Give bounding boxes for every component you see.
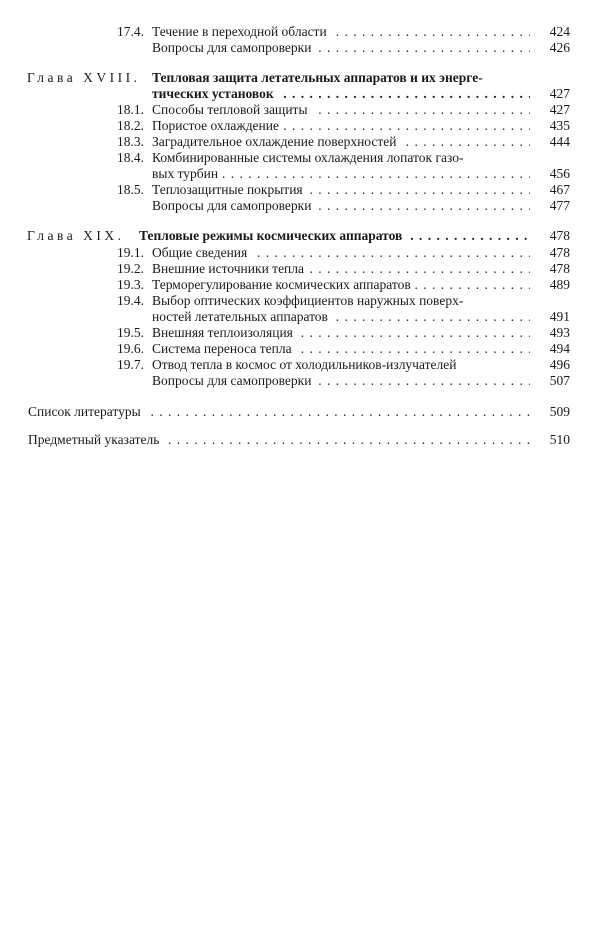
page-number: 424 [549, 24, 570, 39]
section-number: 18.3. [117, 134, 144, 149]
toc-entry-17-4[interactable] [0, 24, 600, 40]
page-number: 478 [549, 245, 570, 260]
page-number: 494 [549, 341, 570, 356]
toc-entry-19-4[interactable] [0, 293, 600, 309]
chapter-18-heading[interactable] [0, 70, 600, 86]
section-title: Пористое охлаждение [152, 118, 283, 133]
section-title: Способы тепловой защиты [152, 102, 312, 117]
section-title: Теплозащитные покрытия [152, 182, 307, 197]
page-number: 478 [549, 261, 570, 276]
section-title-cont: ностей летательных аппаратов [152, 309, 332, 324]
page-number: 509 [549, 404, 570, 419]
chapter-18-heading-cont[interactable] [0, 86, 600, 102]
index-title: Предметный указатель [28, 432, 163, 447]
section-title: Выбор оптических коэффициентов наружных поверх- [152, 293, 464, 308]
page-number: 507 [549, 373, 570, 388]
page-number: 444 [549, 134, 570, 149]
section-number: 18.1. [117, 102, 144, 117]
page-number: 467 [549, 182, 570, 197]
chapter-title: Тепловые режимы космических аппаратов [139, 228, 406, 243]
section-number: 18.2. [117, 118, 144, 133]
toc-entry-19-1[interactable] [0, 245, 600, 261]
toc-entry-18-3[interactable] [0, 134, 600, 150]
bibliography-title: Список литературы [28, 404, 145, 419]
section-number: 18.5. [117, 182, 144, 197]
page-number: 491 [549, 309, 570, 324]
section-number: 19.6. [117, 341, 144, 356]
section-title: Вопросы для самопроверки [152, 40, 315, 55]
chapter-title-line2: тических установок [152, 86, 278, 101]
chapter-label: Глава XIX. [27, 228, 125, 243]
toc-entry-18-5[interactable] [0, 182, 600, 198]
toc-entry-18-4-cont[interactable] [0, 166, 600, 182]
page-number: 493 [549, 325, 570, 340]
toc-entry-19-questions[interactable] [0, 373, 600, 389]
page-number: 477 [549, 198, 570, 213]
page-number: 427 [549, 86, 570, 101]
page-number: 426 [549, 40, 570, 55]
toc-entry-18-questions[interactable] [0, 198, 600, 214]
section-number: 17.4. [117, 24, 144, 39]
page-number: 496 [549, 357, 570, 372]
page-number: 456 [549, 166, 570, 181]
section-number: 19.1. [117, 245, 144, 260]
section-title: Комбинированные системы охлаждения лопаток газо- [152, 150, 464, 165]
section-title: Внешняя теплоизоляция [152, 325, 297, 340]
chapter-label: Глава XVIII. [27, 70, 141, 85]
section-title: Заградительное охлаждение поверхностей [152, 134, 401, 149]
toc-entry-index[interactable] [0, 432, 600, 448]
toc-entry-19-5[interactable] [0, 325, 600, 341]
toc-entry-19-2[interactable] [0, 261, 600, 277]
toc-entry-18-1[interactable] [0, 102, 600, 118]
toc-entry-18-2[interactable] [0, 118, 600, 134]
page-number: 427 [549, 102, 570, 117]
section-number: 19.5. [117, 325, 144, 340]
page-number: 489 [549, 277, 570, 292]
page-number: 510 [549, 432, 570, 447]
toc-entry-19-3[interactable] [0, 277, 600, 293]
section-title: Вопросы для самопроверки [152, 373, 315, 388]
section-number: 18.4. [117, 150, 144, 165]
section-title-cont: вых турбин [152, 166, 222, 181]
section-title: Вопросы для самопроверки [152, 198, 315, 213]
toc-entry-18-4[interactable] [0, 150, 600, 166]
toc-entry-17-questions[interactable] [0, 40, 600, 56]
chapter-title-line1: Тепловая защита летательных аппаратов и их энерге- [152, 70, 483, 85]
page-number: 478 [549, 228, 570, 243]
page-number: 435 [549, 118, 570, 133]
section-title: Течение в переходной области [152, 24, 331, 39]
toc-entry-19-7[interactable] [0, 357, 600, 373]
chapter-19-heading[interactable] [0, 228, 600, 244]
section-title: Система переноса тепла [152, 341, 296, 356]
section-title: Отвод тепла в космос от холодильников-излучателей [152, 357, 457, 372]
section-number: 19.4. [117, 293, 144, 308]
section-title: Терморегулирование космических аппаратов [152, 277, 415, 292]
section-title: Внешние источники тепла [152, 261, 308, 276]
toc-entry-19-6[interactable] [0, 341, 600, 357]
section-number: 19.3. [117, 277, 144, 292]
section-number: 19.7. [117, 357, 144, 372]
section-number: 19.2. [117, 261, 144, 276]
section-title: Общие сведения [152, 245, 251, 260]
toc-entry-19-4-cont[interactable] [0, 309, 600, 325]
toc-entry-bibliography[interactable] [0, 404, 600, 420]
